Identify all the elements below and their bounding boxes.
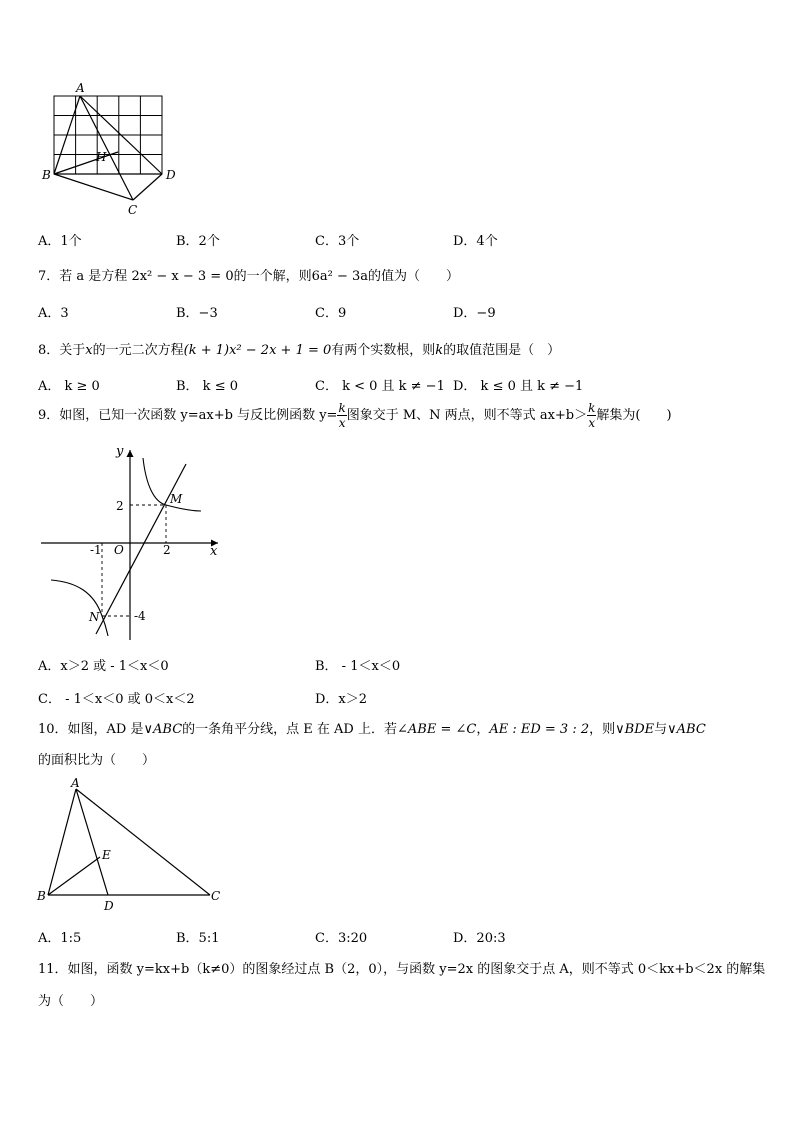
q7-text-b: 的一个解，则 [233,269,312,284]
origin-label: O [114,543,124,557]
q11-line1: 如图，函数 y=kx+b（k≠0）的图象经过点 B（2，0），与函数 y=2x 的图象交于点 A，则不等式 0＜kx+b＜2x 的解集 [67,962,766,977]
q10-option-b[interactable]: B．5:1 [176,931,220,946]
question-8 [38,339,560,358]
tick-x-pos: 2 [163,543,171,557]
q9-frac1-den: x [338,416,346,430]
label-A: A [76,81,85,95]
question-10-line2 [38,749,155,768]
graph-9 [36,440,236,650]
q10-number: 10． [38,722,68,737]
q8-number: 8． [38,343,60,358]
question-11 [38,958,765,977]
triangle-figure-10 [34,777,234,917]
point-M-label: M [170,492,183,506]
q6-option-b[interactable]: B．2个 [176,234,220,249]
tick-y-neg: -4 [134,609,146,623]
q9-option-d[interactable]: D．x＞2 [315,692,368,707]
tick-x-neg: -1 [90,543,102,557]
q8-option-a[interactable]: A． k ≥ 0 [38,379,100,394]
q6-option-c[interactable]: C．3个 [315,234,360,249]
tri-label-D: D [104,899,114,913]
tick-y-pos: 2 [116,499,124,513]
tri-label-C: C [211,889,221,903]
q7-text-c: 的值为（ ） [368,269,460,284]
q10-option-a[interactable]: A．1:5 [38,931,82,946]
q8-text-c: 有两个实数根，则 [331,343,436,358]
q11-number: 11． [38,962,68,977]
question-7 [38,265,459,284]
q10-tri2: ∨BDE [615,722,655,737]
q8-option-d[interactable]: D． k ≤ 0 且 k ≠ −1 [453,379,584,394]
question-10 [38,718,706,737]
q11-line2: 为（ ） [38,994,104,1009]
y-axis-label: y [116,444,124,459]
q8-var: x [85,343,93,358]
question-11-line2 [38,990,103,1009]
q9-frac2-den: x [588,416,596,430]
q7-option-b[interactable]: B．−3 [176,306,218,321]
q10-text-c: ，则 [589,722,616,737]
q8-var2: k [435,343,444,358]
grid-lines [54,96,162,174]
q10-tri1: ∨ABC [143,722,183,737]
q7-number: 7． [38,269,60,284]
q6-option-d[interactable]: D．4个 [453,234,498,249]
q10-option-c[interactable]: C．3:20 [315,931,368,946]
tri-label-A: A [71,777,80,790]
q7-option-c[interactable]: C．9 [315,306,347,321]
q10-text-b: 的一条角平分线，点 E 在 AD 上．若 [182,722,397,737]
q10-text-d: 与 [654,722,668,737]
q7-equation: 2x² − x − 3 = 0 [131,269,234,284]
q9-fraction-2 [587,402,596,429]
q8-option-b[interactable]: B． k ≤ 0 [176,379,238,394]
label-H: H [96,150,107,164]
q9-number: 9． [38,408,60,423]
label-B: B [42,168,51,182]
q9-option-a[interactable]: A．x＞2 或 - 1＜x＜0 [38,659,169,674]
q10-text-a: 如图，AD 是 [67,722,144,737]
q9-text-b: 图象交于 M、N 两点，则不等式 ax+b＞ [346,408,588,423]
q8-text-d: 的取值范围是（ ） [443,343,561,358]
point-N-label: N [89,610,100,624]
q10-line2: 的面积比为（ ） [38,753,156,768]
q10-option-d[interactable]: D．20:3 [453,931,506,946]
q8-text-b: 的一元二次方程 [92,343,184,358]
q8-equation: (k + 1)x² − 2x + 1 = 0 [183,343,332,358]
q7-option-d[interactable]: D．−9 [453,306,496,321]
q10-ratio: AE : ED = 3 : 2 [489,722,590,737]
q7-expr: 6a² − 3a [311,269,369,284]
triangle-lines [54,96,162,200]
q9-frac1-num: k [338,401,346,415]
q9-frac2-num: k [588,401,596,415]
q9-text-a: 如图，已知一次函数 y=ax+b 与反比例函数 y= [59,408,338,423]
grid-figure [36,80,186,220]
q8-option-c[interactable]: C． k < 0 且 k ≠ −1 [315,379,445,394]
q9-option-b[interactable]: B． - 1＜x＜0 [315,659,401,674]
q10-sep: ， [476,722,490,737]
q9-fraction-1 [337,402,346,429]
q7-text-a: 若 a 是方程 [59,269,128,284]
x-axis-label: x [210,544,218,559]
q7-option-a[interactable]: A．3 [38,306,69,321]
tri-label-B: B [37,889,46,903]
q8-text-a: 关于 [59,343,86,358]
label-D: D [166,168,176,182]
label-C: C [128,203,138,217]
q9-option-c[interactable]: C． - 1＜x＜0 或 0＜x＜2 [38,692,195,707]
tri-label-E: E [102,848,111,862]
dashed-guides [102,505,166,616]
question-9 [38,402,672,429]
q10-tri3: ∨ABC [667,722,706,737]
q6-option-a[interactable]: A．1个 [38,234,82,249]
q9-text-c: 解集为( ) [596,408,672,423]
q10-angle-cond: ∠ABE = ∠C [397,722,477,737]
